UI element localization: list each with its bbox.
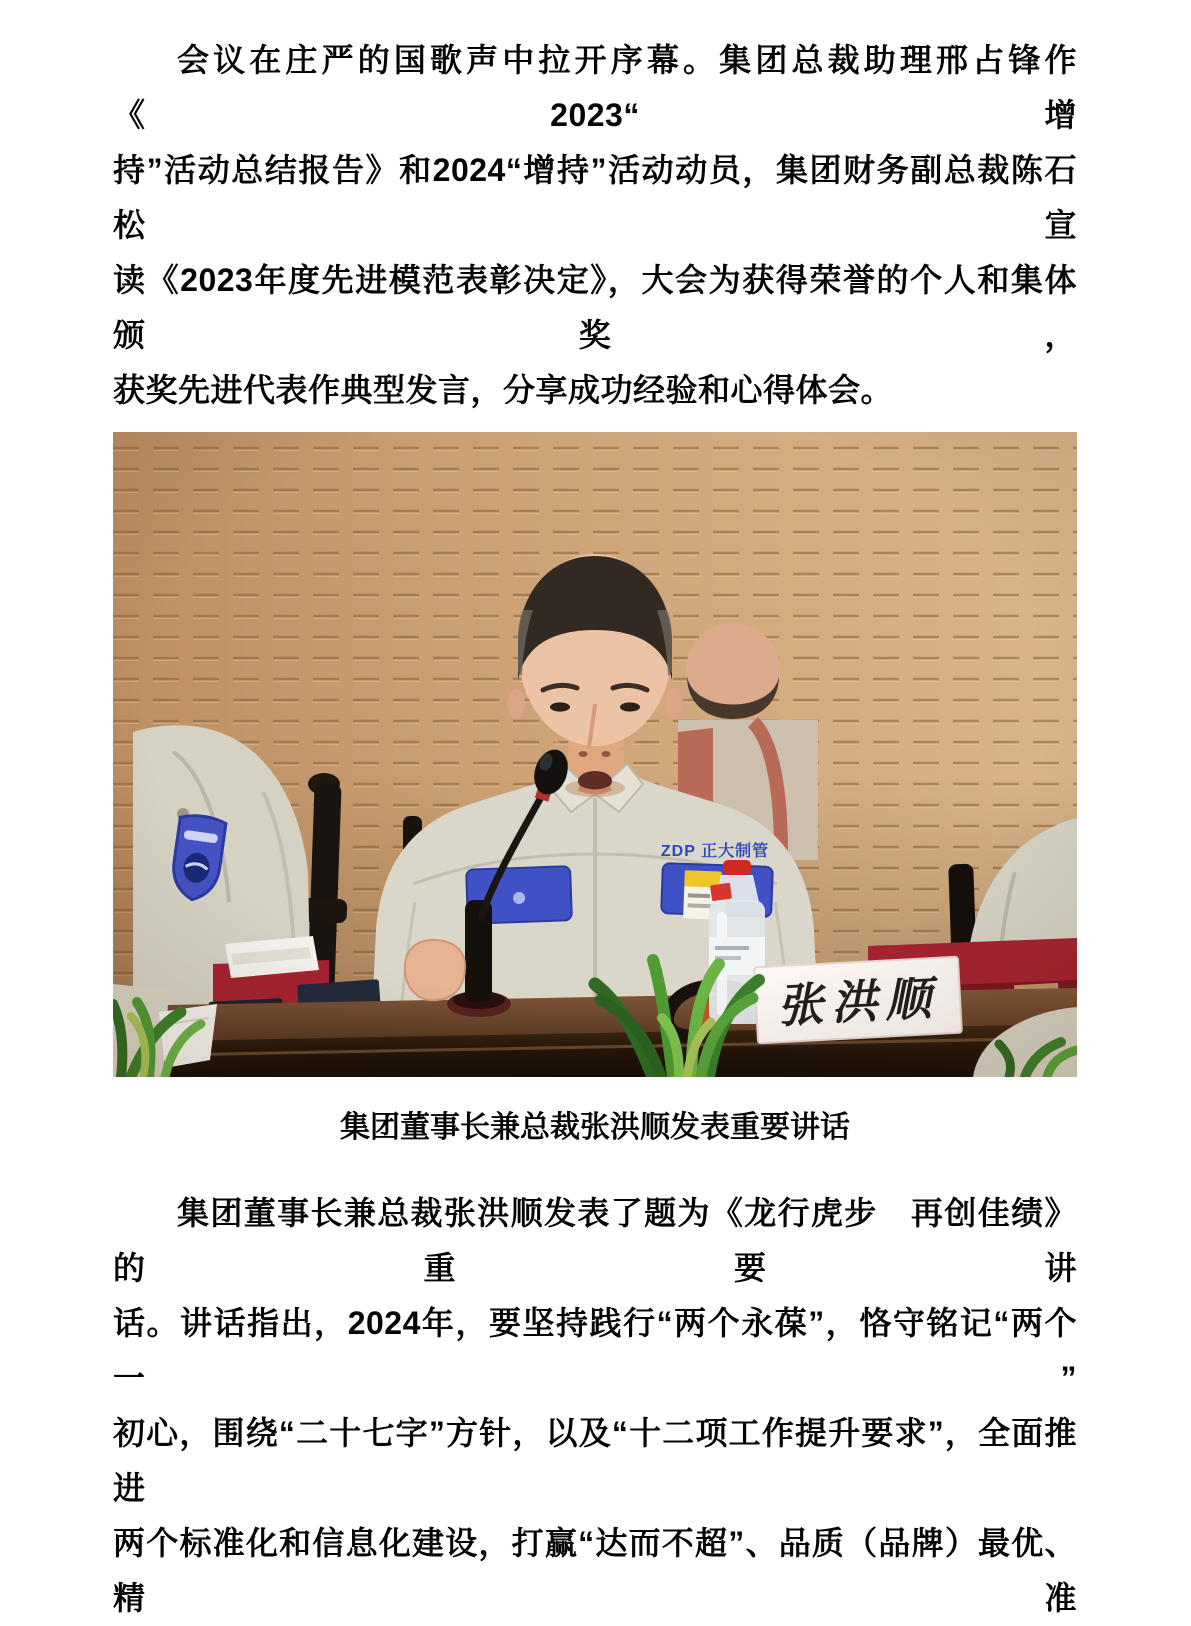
paragraph-line: 持”活动总结报告》和2024“增持”活动动员，集团财务副总裁陈石松宣	[113, 152, 1077, 243]
paragraph-line: 会议在庄严的国歌声中拉开序幕。集团总裁助理邢占锋作《2023“增	[113, 42, 1077, 133]
paragraph-line: 话。讲话指出，2024年，要坚持践行“两个永葆”，恪守铭记“两个一”	[113, 1305, 1077, 1396]
paragraph-line: 初心，围绕“二十七字”方针，以及“十二项工作提升要求”，全面推进	[113, 1415, 1077, 1506]
paragraph-line: 两个标准化和信息化建设，打赢“达而不超”、品质（品牌）最优、精准	[113, 1525, 1077, 1616]
paragraph-line: 读《2023年度先进模范表彰决定》，大会为获得荣誉的个人和集体颁奖，	[113, 262, 1077, 353]
paragraph-meeting-summary	[113, 33, 1077, 418]
paragraph-line: 集团董事长兼总裁张洪顺发表了题为《龙行虎步 再创佳绩》的重要讲	[113, 1195, 1077, 1286]
article-body	[113, 33, 1077, 1626]
photo-vignette	[113, 432, 1077, 1077]
photo-caption: 集团董事长兼总裁张洪顺发表重要讲话	[340, 1111, 850, 1144]
conference-photo-illustration	[113, 432, 1077, 1077]
paragraph-line: 获奖先进代表作典型发言，分享成功经验和心得体会。	[113, 372, 894, 408]
paragraph-speech-content	[113, 1186, 1077, 1626]
conference-speech-photo[interactable]	[113, 432, 1077, 1077]
